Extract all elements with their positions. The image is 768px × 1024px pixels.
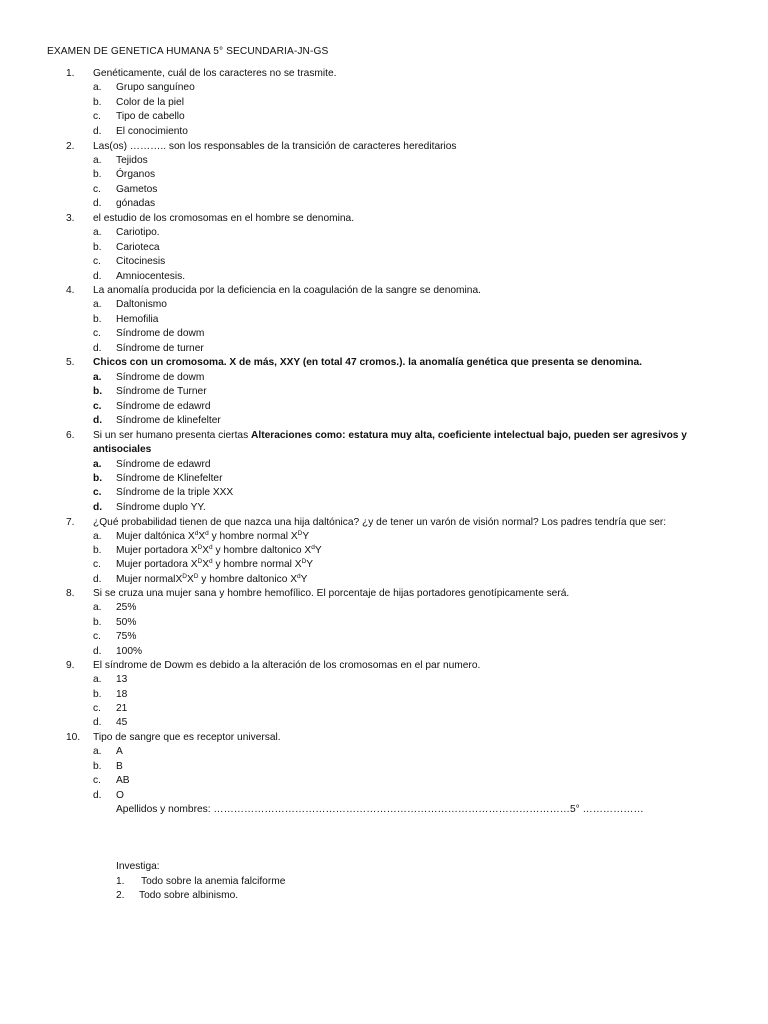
investiga-heading: Investiga: xyxy=(116,861,160,872)
option-text: 13 xyxy=(116,674,128,685)
question-text-bold: Alteraciones como: estatura muy alta, coeficiente intelectual bajo, pueden ser agresivos y xyxy=(251,430,687,441)
option-text: Cariotipo. xyxy=(116,227,160,238)
option-letter: b. xyxy=(93,545,102,556)
exam-title: EXAMEN DE GENETICA HUMANA 5° SECUNDARIA-JN-GS xyxy=(47,46,329,57)
option-text: El conocimiento xyxy=(116,126,188,137)
option-letter: d. xyxy=(93,271,102,282)
option-letter: d. xyxy=(93,415,103,426)
option-text: Síndrome de Turner xyxy=(116,386,207,397)
option-letter: d. xyxy=(93,646,102,657)
option-text: Carioteca xyxy=(116,242,160,253)
question-number: 6. xyxy=(66,430,75,441)
option-part: y hombre daltonico X xyxy=(212,545,312,556)
option-text: O xyxy=(116,790,124,801)
option-letter: b. xyxy=(93,617,102,628)
option-text xyxy=(116,573,307,586)
option-letter: c. xyxy=(93,775,101,786)
option-letter: a. xyxy=(93,155,102,166)
allele-superscript: D xyxy=(182,573,187,580)
question-text-plain: Si un ser humano presenta ciertas xyxy=(93,430,251,441)
question-text: Si se cruza una mujer sana y hombre hemofílico. El porcentaje de hijas portadores genotípicamente será. xyxy=(93,588,570,599)
option-text: 75% xyxy=(116,631,137,642)
option-part: X xyxy=(202,545,210,556)
option-letter: d. xyxy=(93,717,102,728)
option-part: Mujer portadora X xyxy=(116,559,198,570)
question-number: 3. xyxy=(66,213,75,224)
option-text: Síndrome de dowm xyxy=(116,328,205,339)
option-text: B xyxy=(116,761,123,772)
allele-superscript: d xyxy=(194,530,199,537)
question-number: 7. xyxy=(66,517,75,528)
option-letter: a. xyxy=(93,602,102,613)
option-text: A xyxy=(116,746,123,757)
option-text: Síndrome de la triple XXX xyxy=(116,487,234,498)
option-letter: d. xyxy=(93,574,102,585)
option-text: Amniocentesis. xyxy=(116,271,186,282)
question-number: 4. xyxy=(66,285,75,296)
option-text: Color de la piel xyxy=(116,97,184,108)
option-text: Tejidos xyxy=(116,155,148,166)
option-letter: c. xyxy=(93,559,101,570)
allele-superscript: D xyxy=(297,530,303,537)
option-text: Síndrome de Klinefelter xyxy=(116,473,223,484)
investiga-item: Todo sobre la anemia falciforme xyxy=(141,876,286,887)
option-letter: d. xyxy=(93,198,102,209)
option-text: Tipo de cabello xyxy=(116,111,185,122)
question-number: 9. xyxy=(66,660,75,671)
allele-superscript: d xyxy=(209,558,213,565)
investiga-number: 1. xyxy=(116,876,125,887)
option-letter: a. xyxy=(93,531,102,542)
option-text: Órganos xyxy=(116,169,156,180)
option-text: Síndrome de edawrd xyxy=(116,401,211,412)
option-letter: b. xyxy=(93,689,102,700)
option-letter: c. xyxy=(93,256,101,267)
question-number: 5. xyxy=(66,357,75,368)
option-letter: a. xyxy=(93,674,102,685)
option-text xyxy=(116,530,309,543)
option-text: 50% xyxy=(116,617,137,628)
question-text: El síndrome de Dowm es debido a la alteración de los cromosomas en el par numero. xyxy=(93,660,481,671)
question-number: 2. xyxy=(66,141,75,152)
option-letter: b. xyxy=(93,97,102,108)
question-text: Chicos con un cromosoma. X de más, XXY (en total 47 cromos.). la anomalía genética que presenta se denomina. xyxy=(93,357,642,368)
question-text: Genéticamente, cuál de los caracteres no se trasmite. xyxy=(93,68,337,79)
option-letter: d. xyxy=(93,502,103,513)
question-number: 10. xyxy=(66,732,81,743)
option-text: Gametos xyxy=(116,184,158,195)
option-text: Síndrome de edawrd xyxy=(116,459,211,470)
option-part: Y xyxy=(314,545,322,556)
option-text: Daltonismo xyxy=(116,299,167,310)
option-letter: d. xyxy=(93,343,102,354)
option-part: Mujer portadora X xyxy=(116,545,198,556)
option-letter: a. xyxy=(93,459,102,470)
option-text: Grupo sanguíneo xyxy=(116,82,195,93)
option-part: X xyxy=(202,559,210,570)
option-text: 18 xyxy=(116,689,128,700)
option-letter: c. xyxy=(93,631,101,642)
question-text-continuation: antisociales xyxy=(93,444,152,455)
option-letter: b. xyxy=(93,473,103,484)
option-part: Y xyxy=(302,531,310,542)
option-part: y hombre daltonico X xyxy=(198,574,297,585)
option-letter: c. xyxy=(93,487,102,498)
investiga-number: 2. xyxy=(116,890,125,901)
option-letter: a. xyxy=(93,746,102,757)
question-text xyxy=(93,429,687,442)
allele-superscript: D xyxy=(197,544,203,551)
option-letter: b. xyxy=(93,169,102,180)
names-line: Apellidos y nombres: ……………………………………………………………………………………………5° ……………… xyxy=(116,804,644,815)
option-letter: d. xyxy=(93,790,102,801)
option-text: Hemofilia xyxy=(116,314,159,325)
option-letter: a. xyxy=(93,372,102,383)
option-text: Síndrome de klinefelter xyxy=(116,415,221,426)
option-part: X xyxy=(198,531,206,542)
allele-superscript: d xyxy=(205,530,209,537)
option-letter: a. xyxy=(93,82,102,93)
investiga-item: Todo sobre albinismo. xyxy=(139,890,239,901)
option-text: 25% xyxy=(116,602,137,613)
option-letter: c. xyxy=(93,111,101,122)
option-part: y hombre normal X xyxy=(212,559,302,570)
option-part: Y xyxy=(300,574,308,585)
option-text xyxy=(116,544,322,557)
option-part: y hombre normal X xyxy=(208,531,298,542)
question-text: el estudio de los cromosomas en el hombre se denomina. xyxy=(93,213,355,224)
allele-superscript: D xyxy=(197,558,203,565)
option-part: X xyxy=(186,574,194,585)
option-text: Síndrome de turner xyxy=(116,343,204,354)
option-letter: a. xyxy=(93,227,102,238)
question-text: Tipo de sangre que es receptor universal. xyxy=(93,732,281,743)
option-text: Citocinesis xyxy=(116,256,166,267)
option-letter: c. xyxy=(93,401,102,412)
allele-superscript: d xyxy=(311,544,315,551)
option-text: gónadas xyxy=(116,198,156,209)
option-letter: a. xyxy=(93,299,102,310)
option-text: Síndrome de dowm xyxy=(116,372,205,383)
allele-superscript: D xyxy=(301,558,307,565)
question-number: 1. xyxy=(66,68,75,79)
option-letter: b. xyxy=(93,242,102,253)
question-text: La anomalía producida por la deficiencia en la coagulación de la sangre se denomina. xyxy=(93,285,481,296)
option-letter: b. xyxy=(93,314,102,325)
option-part: Mujer normalX xyxy=(116,574,183,585)
option-part: Mujer daltónica X xyxy=(116,531,195,542)
option-text: AB xyxy=(116,775,130,786)
question-text: ¿Qué probabilidad tienen de que nazca una hija daltónica? ¿y de tener un varón de visión normal? Los padres tendría que ser: xyxy=(93,517,667,528)
allele-superscript: d xyxy=(297,573,301,580)
option-letter: b. xyxy=(93,761,102,772)
option-text: Síndrome duplo YY. xyxy=(116,502,206,513)
allele-superscript: D xyxy=(193,573,199,580)
question-text: Las(os) ……….. son los responsables de la transición de caracteres hereditarios xyxy=(93,141,457,152)
option-letter: d. xyxy=(93,126,102,137)
option-text xyxy=(116,558,313,571)
question-number: 8. xyxy=(66,588,75,599)
option-letter: c. xyxy=(93,328,101,339)
allele-superscript: d xyxy=(209,544,213,551)
option-text: 45 xyxy=(116,717,128,728)
option-letter: b. xyxy=(93,386,103,397)
option-text: 100% xyxy=(116,646,143,657)
option-letter: c. xyxy=(93,184,101,195)
option-text: 21 xyxy=(116,703,128,714)
option-letter: c. xyxy=(93,703,101,714)
option-part: Y xyxy=(306,559,314,570)
